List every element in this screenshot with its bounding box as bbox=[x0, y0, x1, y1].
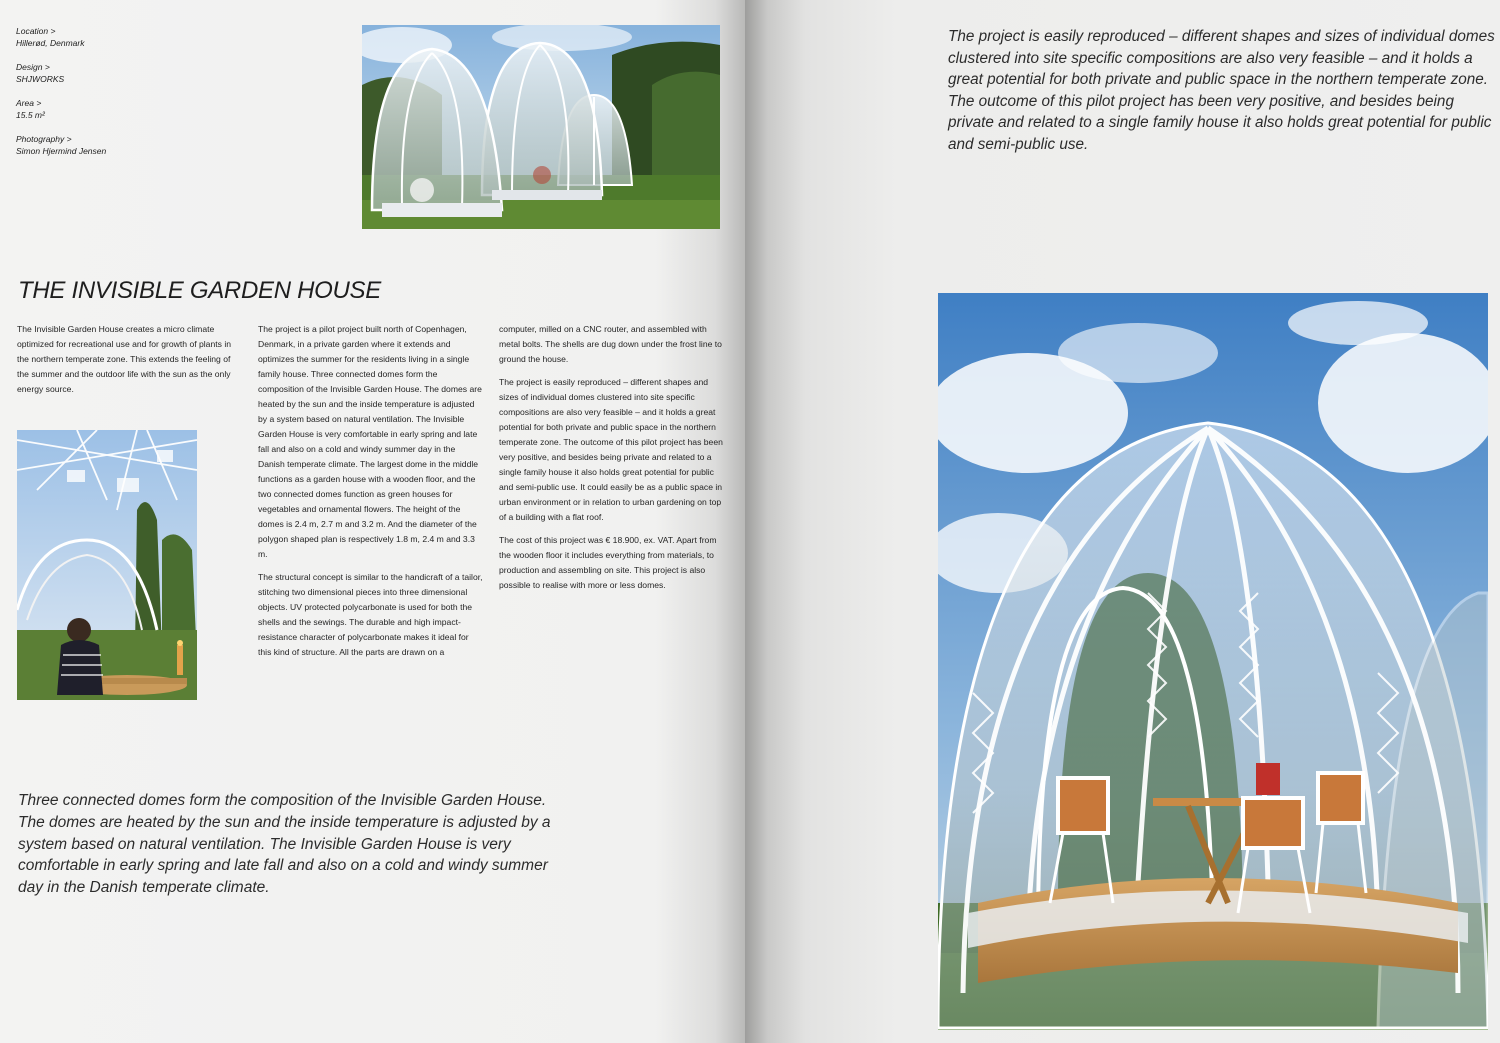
body-paragraph: The cost of this project was € 18.900, ex. VAT. Apart from the wooden floor it includes everything from materials, to production and assembling on site. This project is also possible to realise with more or less domes. bbox=[499, 535, 717, 590]
location-credit bbox=[16, 26, 146, 49]
body-paragraph: The Invisible Garden House creates a micro climate optimized for recreational use and for growth of plants in the northern temperate zone. This extends the feeling of the summer and the outdoor life with the sun as the only energy source. bbox=[17, 324, 232, 394]
body-column-2 bbox=[258, 322, 483, 668]
body-paragraph: computer, milled on a CNC router, and assembled with metal bolts. The shells are dug down under the frost line to ground the house. bbox=[499, 324, 722, 364]
article-title: THE INVISIBLE GARDEN HOUSE bbox=[18, 277, 381, 304]
left-page bbox=[0, 0, 745, 1043]
area-credit bbox=[16, 98, 146, 121]
dome-interior-photo bbox=[17, 430, 197, 700]
design-value: SHJWORKS bbox=[16, 73, 65, 84]
design-label: Design > bbox=[16, 62, 50, 72]
area-value: 15.5 m² bbox=[16, 109, 45, 120]
domes-exterior-photo bbox=[362, 25, 720, 229]
design-credit bbox=[16, 62, 146, 85]
photography-label: Photography > bbox=[16, 134, 72, 144]
body-column-3 bbox=[499, 322, 724, 601]
main-dome-photo bbox=[938, 293, 1488, 1030]
body-paragraph: The structural concept is similar to the handicraft of a tailor, stitching two dimensional pieces into three dimensional objects. UV protected polycarbonate is used for both the shells and the sewings. The durable and high impact-resistance character of polycarbonate makes it ideal for this kind of structure. All the parts are drawn on a bbox=[258, 572, 483, 657]
location-label: Location > bbox=[16, 26, 56, 36]
photography-credit bbox=[16, 134, 146, 157]
location-value: Hillerød, Denmark bbox=[16, 37, 85, 48]
pull-quote-left: Three connected domes form the composition of the Invisible Garden House. The domes are heated by the sun and the inside temperature is adjusted by a system based on natural ventilation. The Invisible Garden House is very comfortable in early spring and late fall and also on a cold and windy summer day in the Danish temperate climate. bbox=[18, 792, 551, 897]
body-paragraph: The project is a pilot project built north of Copenhagen, Denmark, in a private garden where it extends and optimizes the summer for the residents living in a single family house. Three connected domes form the composition of the Invisible Garden House. The domes are heated by the sun and the inside temperature is adjusted by a system based on natural ventilation. The Invisible Garden House is very comfortable in early spring and late fall and also on a cold and windy summer day in the Danish temperate climate. The largest dome in the middle functions as a garden house with a wooden floor, and the two connected domes function as green houses for vegetables and ornamental flowers. The height of the domes is 2.4 m, 2.7 m and 3.2 m. And the diameter of the polygon shaped plan is respectively 1.8 m, 2.4 m and 3.3 m. bbox=[258, 324, 482, 559]
body-column-1 bbox=[17, 322, 235, 405]
project-credits bbox=[16, 26, 146, 170]
pull-quote-right: The project is easily reproduced – different shapes and sizes of individual domes clustered into site specific compositions are also very feasible – and it holds a great potential for both private and public space in the northern temperate zone. The outcome of this pilot project has been very positive, and besides being private and related to a single family house it also holds great potential for public and semi-public use. bbox=[948, 28, 1495, 153]
body-paragraph: The project is easily reproduced – different shapes and sizes of individual domes clustered into site specific compositions are also very feasible – and it holds a great potential for both private and public space in the northern temperate zone. The outcome of this pilot project has been very positive, and besides being private and related to a single family house it also holds great potential for public and semi-public use. It could easily be as a public space in urban environment or in relation to urban gardening on top of a building with a flat roof. bbox=[499, 377, 723, 522]
photography-value: Simon Hjermind Jensen bbox=[16, 145, 107, 156]
area-label: Area > bbox=[16, 98, 42, 108]
